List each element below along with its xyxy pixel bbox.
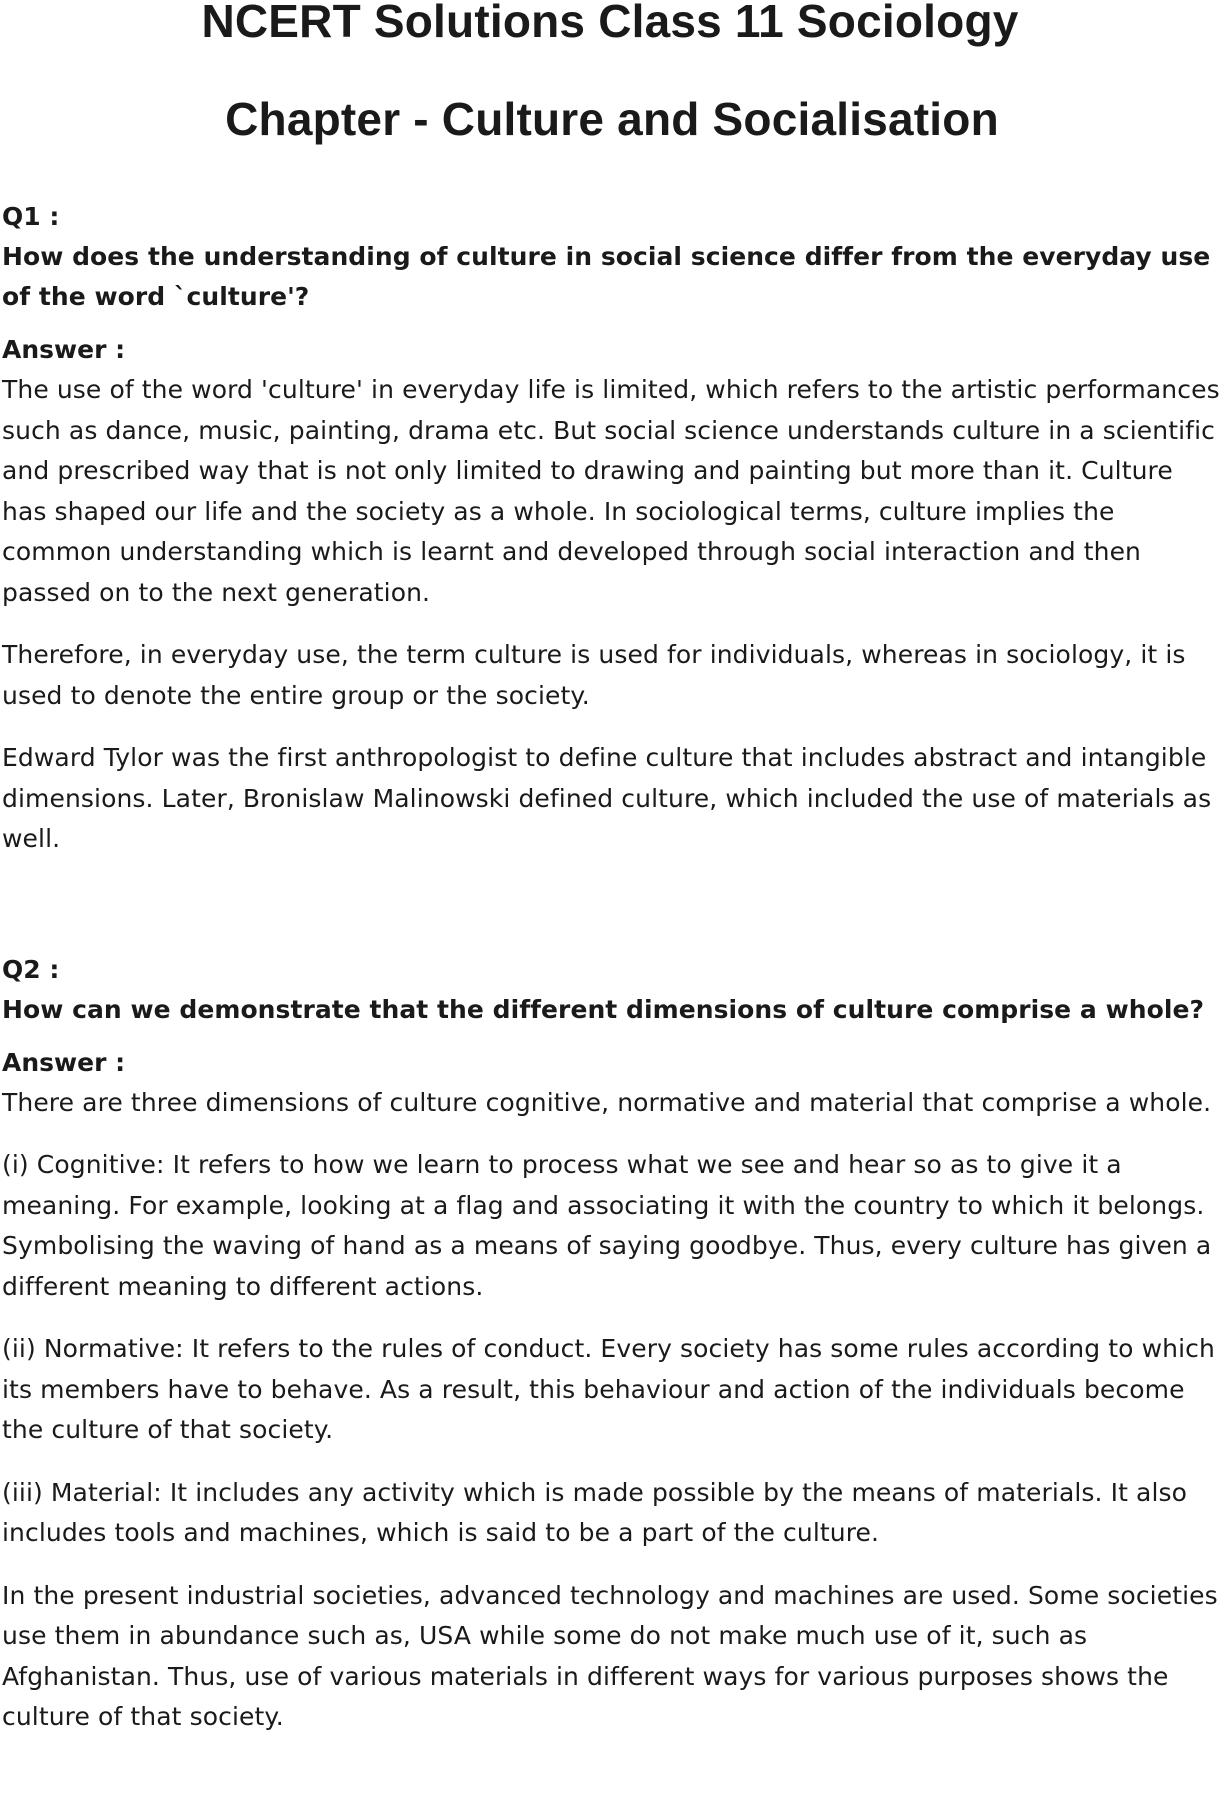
question-text: How does the understanding of culture in social science differ from the everyday use of the word `culture'? — [2, 242, 1211, 311]
answer-paragraph: (ii) Normative: It refers to the rules of conduct. Every society has some rules according to which its members have to behave. As a result, this behaviour and action of the individuals become the culture of that society. — [2, 1334, 1215, 1444]
question-label: Q2 : — [2, 954, 60, 984]
document-content — [2, 197, 1224, 1760]
answer-paragraph: The use of the word 'culture' in everyday life is limited, which refers to the artistic performances such as dance, music, painting, drama etc. But social science understands culture in a scientific and prescribed way that is not only limited to drawing and painting but more than it. Culture has shaped our life and the society as a whole. In sociological terms, culture implies the common understanding which is learnt and developed through social interaction and then passed on to the next generation. — [2, 375, 1220, 607]
answer-label: Answer : — [2, 1047, 126, 1077]
chapter-title: Chapter - Culture and Socialisation — [225, 93, 999, 145]
question-label: Q1 : — [2, 202, 60, 231]
answer-paragraph: (iii) Material: It includes any activity which is made possible by the means of materials. It also includes tools and machines, which is said to be a part of the culture. — [2, 1477, 1188, 1547]
answer-paragraph: (i) Cognitive: It refers to how we learn to process what we see and hear so as to give it a meaning. For example, looking at a flag and associating it with the country to which it belongs. Symbolising the waving of hand as a means of saying goodbye. Thus, every culture has given a different meaning to different actions. — [2, 1150, 1212, 1301]
answer-paragraph: There are three dimensions of culture cognitive, normative and material that comprise a whole. — [2, 1087, 1212, 1117]
question-block-q2 — [2, 950, 1224, 1738]
question-block-q1 — [2, 197, 1224, 860]
answer-paragraph: Therefore, in everyday use, the term culture is used for individuals, whereas in sociology, it is used to denote the entire group or the society. — [2, 640, 1186, 710]
answer-paragraph: Edward Tylor was the first anthropologist to define culture that includes abstract and intangible dimensions. Later, Bronislaw Malinowski defined culture, which included the use of materials as well. — [2, 743, 1212, 853]
question-text: How can we demonstrate that the different dimensions of culture comprise a whole? — [2, 994, 1204, 1024]
section-spacer — [2, 882, 1224, 950]
answer-paragraph: In the present industrial societies, advanced technology and machines are used. Some societies use them in abundance such as, USA while some do not make much use of it, such as Afghanistan. Thus, use of various materials in different ways for various purposes shows the culture of that society. — [2, 1580, 1218, 1731]
answer-label: Answer : — [2, 335, 126, 364]
document-title: NCERT Solutions Class 11 Sociology — [201, 0, 1019, 47]
